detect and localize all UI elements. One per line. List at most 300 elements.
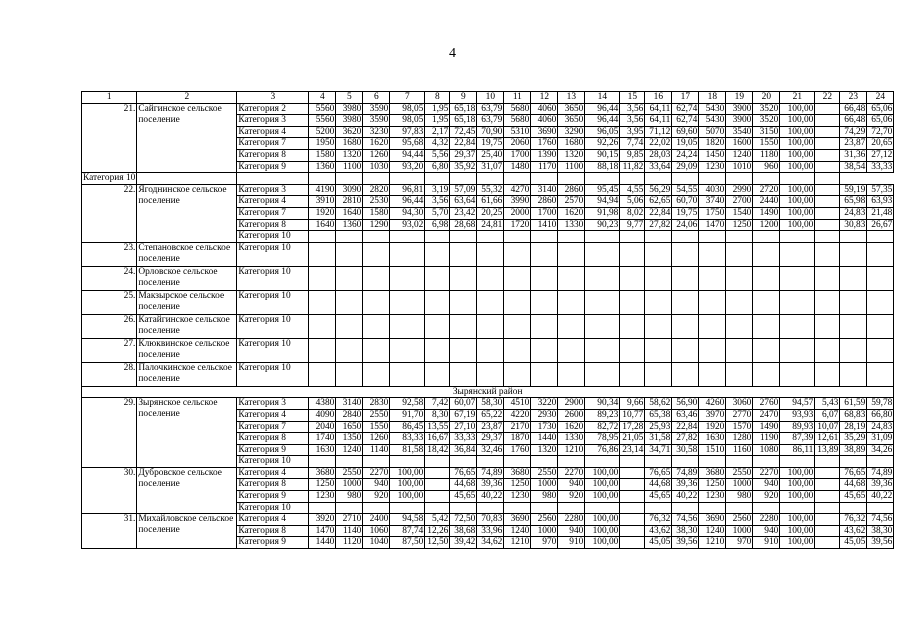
value-cell: 38,89 [840, 444, 867, 456]
settlement-name: Макзырское сельское поселение [137, 290, 237, 314]
value-cell: 1740 [309, 433, 336, 445]
value-cell [780, 231, 815, 243]
value-cell: 1390 [531, 149, 558, 161]
table-row [82, 173, 894, 185]
value-cell: 2280 [753, 514, 780, 526]
value-cell: 940 [753, 525, 780, 537]
value-cell: 96,44 [585, 115, 620, 127]
value-cell [477, 173, 504, 185]
value-cell [815, 231, 840, 243]
value-cell: 97,83 [390, 126, 425, 138]
value-cell [336, 242, 363, 266]
value-cell [815, 196, 840, 208]
table-row [82, 467, 894, 479]
value-cell: 5,06 [620, 196, 645, 208]
value-cell [815, 138, 840, 150]
table-row [82, 338, 894, 362]
value-cell [585, 314, 620, 338]
value-cell: 96,05 [585, 126, 620, 138]
value-cell [620, 242, 645, 266]
value-cell: 87,74 [390, 525, 425, 537]
value-cell [390, 231, 425, 243]
value-cell: 1580 [309, 149, 336, 161]
header-cell: 18 [699, 92, 726, 104]
value-cell: 45,65 [645, 491, 672, 503]
value-cell [726, 314, 753, 338]
value-cell: 3140 [531, 184, 558, 196]
value-cell: 34,26 [867, 444, 894, 456]
value-cell: 3140 [336, 398, 363, 410]
value-cell [726, 456, 753, 468]
value-cell: 1650 [336, 421, 363, 433]
value-cell: 92,26 [585, 138, 620, 150]
value-cell [672, 456, 699, 468]
value-cell: 98,05 [390, 103, 425, 115]
header-cell: 2 [137, 92, 237, 104]
category-cell: Категория 10 [237, 314, 309, 338]
value-cell: 35,92 [450, 161, 477, 173]
value-cell [780, 456, 815, 468]
value-cell [840, 242, 867, 266]
value-cell: 1320 [558, 149, 585, 161]
value-cell: 61,59 [840, 398, 867, 410]
value-cell [840, 266, 867, 290]
value-cell [504, 231, 531, 243]
value-cell [726, 173, 753, 185]
value-cell: 4,55 [620, 184, 645, 196]
value-cell: 22,84 [450, 138, 477, 150]
value-cell: 24,83 [840, 207, 867, 219]
value-cell [699, 231, 726, 243]
table-row [82, 103, 894, 115]
value-cell [558, 242, 585, 266]
value-cell [672, 362, 699, 386]
value-cell [645, 266, 672, 290]
value-cell: 33,64 [645, 161, 672, 173]
value-cell [477, 456, 504, 468]
value-cell [815, 514, 840, 526]
value-cell [672, 173, 699, 185]
value-cell: 90,15 [585, 149, 620, 161]
value-cell: 58,30 [477, 398, 504, 410]
category-cell: Категория 10 [237, 266, 309, 290]
value-cell [672, 314, 699, 338]
value-cell: 2550 [531, 467, 558, 479]
category-cell: Категория 9 [237, 491, 309, 503]
value-cell: 34,71 [645, 444, 672, 456]
header-cell: 17 [672, 92, 699, 104]
value-cell [363, 231, 390, 243]
value-cell: 1700 [531, 207, 558, 219]
value-cell: 100,00 [390, 467, 425, 479]
table-row [82, 184, 894, 196]
value-cell [425, 456, 450, 468]
value-cell: 1100 [336, 161, 363, 173]
value-cell: 100,00 [780, 207, 815, 219]
value-cell: 3690 [531, 126, 558, 138]
value-cell: 1000 [336, 479, 363, 491]
value-cell [558, 173, 585, 185]
value-cell: 100,00 [585, 491, 620, 503]
value-cell: 100,00 [780, 184, 815, 196]
value-cell: 2760 [753, 398, 780, 410]
value-cell: 100,00 [780, 479, 815, 491]
value-cell [477, 502, 504, 514]
value-cell: 66,80 [867, 409, 894, 421]
value-cell: 3220 [531, 398, 558, 410]
value-cell: 65,06 [867, 115, 894, 127]
value-cell [309, 266, 336, 290]
header-cell: 3 [237, 92, 309, 104]
value-cell: 30,83 [840, 219, 867, 231]
value-cell: 5,42 [425, 514, 450, 526]
value-cell [363, 502, 390, 514]
value-cell [585, 456, 620, 468]
value-cell: 3060 [726, 398, 753, 410]
value-cell [867, 502, 894, 514]
value-cell: 1000 [726, 525, 753, 537]
value-cell: 65,18 [450, 103, 477, 115]
value-cell: 1950 [309, 138, 336, 150]
value-cell [753, 242, 780, 266]
value-cell [425, 290, 450, 314]
value-cell: 6,07 [815, 409, 840, 421]
table-row [82, 398, 894, 410]
value-cell: 72,50 [450, 514, 477, 526]
value-cell [780, 290, 815, 314]
value-cell [753, 314, 780, 338]
value-cell: 44,68 [840, 479, 867, 491]
value-cell [309, 173, 336, 185]
value-cell [620, 290, 645, 314]
category-cell: Категория 10 [83, 173, 136, 184]
value-cell: 8,30 [425, 409, 450, 421]
value-cell: 100,00 [780, 138, 815, 150]
value-cell: 1480 [504, 161, 531, 173]
value-cell [753, 290, 780, 314]
value-cell: 1540 [726, 207, 753, 219]
value-cell: 100,00 [780, 219, 815, 231]
value-cell [558, 314, 585, 338]
value-cell: 59,78 [867, 398, 894, 410]
value-cell [620, 537, 645, 549]
category-cell: Категория 4 [237, 196, 309, 208]
value-cell: 29,09 [672, 161, 699, 173]
value-cell: 910 [753, 537, 780, 549]
value-cell: 3,56 [425, 196, 450, 208]
value-cell: 3900 [726, 115, 753, 127]
value-cell: 1820 [699, 138, 726, 150]
value-cell: 2860 [531, 196, 558, 208]
value-cell [780, 502, 815, 514]
value-cell: 2570 [558, 196, 585, 208]
value-cell [645, 314, 672, 338]
value-cell [780, 314, 815, 338]
value-cell [753, 231, 780, 243]
value-cell [840, 502, 867, 514]
value-cell: 100,00 [585, 525, 620, 537]
value-cell: 1210 [558, 444, 585, 456]
value-cell: 74,56 [672, 514, 699, 526]
value-cell [390, 242, 425, 266]
value-cell: 3,56 [620, 115, 645, 127]
value-cell [336, 266, 363, 290]
value-cell: 28,03 [645, 149, 672, 161]
value-cell: 33,33 [450, 433, 477, 445]
category-cell: Категория 7 [237, 207, 309, 219]
value-cell: 76,32 [840, 514, 867, 526]
value-cell [425, 502, 450, 514]
value-cell: 40,22 [477, 491, 504, 503]
value-cell: 76,65 [645, 467, 672, 479]
value-cell [620, 173, 645, 185]
value-cell: 3520 [753, 103, 780, 115]
value-cell: 21,48 [867, 207, 894, 219]
value-cell: 74,56 [867, 514, 894, 526]
value-cell: 1210 [699, 537, 726, 549]
settlement-name: Сайгинское сельское поселение [137, 103, 237, 173]
value-cell [699, 456, 726, 468]
value-cell: 1,95 [425, 115, 450, 127]
value-cell [815, 149, 840, 161]
value-cell: 3590 [363, 103, 390, 115]
value-cell [309, 242, 336, 266]
value-cell: 1350 [336, 433, 363, 445]
value-cell: 2400 [363, 514, 390, 526]
value-cell [815, 362, 840, 386]
value-cell: 33,96 [477, 525, 504, 537]
value-cell: 70,90 [477, 126, 504, 138]
value-cell [309, 231, 336, 243]
value-cell [672, 502, 699, 514]
value-cell: 3540 [726, 126, 753, 138]
value-cell: 980 [726, 491, 753, 503]
value-cell: 1510 [699, 444, 726, 456]
value-cell: 3,95 [620, 126, 645, 138]
value-cell: 89,23 [585, 409, 620, 421]
value-cell [620, 456, 645, 468]
value-cell: 83,33 [390, 433, 425, 445]
value-cell [840, 314, 867, 338]
value-cell: 1200 [753, 219, 780, 231]
value-cell: 31,07 [477, 161, 504, 173]
value-cell: 17,28 [620, 421, 645, 433]
value-cell [425, 479, 450, 491]
value-cell [726, 231, 753, 243]
value-cell: 38,68 [450, 525, 477, 537]
value-cell: 3520 [753, 115, 780, 127]
value-cell: 3680 [309, 467, 336, 479]
value-cell [620, 514, 645, 526]
row-number: 25. [82, 290, 137, 314]
header-cell: 1 [82, 92, 137, 104]
value-cell: 1870 [504, 433, 531, 445]
value-cell: 76,65 [450, 467, 477, 479]
value-cell [504, 314, 531, 338]
value-cell: 1250 [726, 219, 753, 231]
value-cell [815, 525, 840, 537]
value-cell: 18,42 [425, 444, 450, 456]
value-cell [477, 242, 504, 266]
value-cell: 2860 [558, 184, 585, 196]
value-cell: 98,05 [390, 115, 425, 127]
value-cell: 20,25 [477, 207, 504, 219]
header-cell: 14 [585, 92, 620, 104]
value-cell: 2770 [726, 409, 753, 421]
value-cell: 35,29 [840, 433, 867, 445]
value-cell: 100,00 [780, 149, 815, 161]
value-cell: 13,89 [815, 444, 840, 456]
value-cell: 100,00 [585, 537, 620, 549]
value-cell: 59,19 [840, 184, 867, 196]
value-cell: 1620 [363, 138, 390, 150]
value-cell: 65,38 [645, 409, 672, 421]
value-cell [585, 266, 620, 290]
value-cell: 3740 [699, 196, 726, 208]
value-cell: 38,54 [840, 161, 867, 173]
value-cell: 6,80 [425, 161, 450, 173]
value-cell: 43,62 [645, 525, 672, 537]
header-cell: 23 [840, 92, 867, 104]
value-cell: 60,07 [450, 398, 477, 410]
value-cell [815, 338, 840, 362]
value-cell: 2560 [531, 514, 558, 526]
value-cell: 100,00 [585, 467, 620, 479]
value-cell: 1580 [363, 207, 390, 219]
value-cell [840, 338, 867, 362]
value-cell: 1750 [699, 207, 726, 219]
value-cell: 61,66 [477, 196, 504, 208]
value-cell: 2560 [726, 514, 753, 526]
value-cell: 63,79 [477, 115, 504, 127]
value-cell: 63,64 [450, 196, 477, 208]
value-cell: 3090 [336, 184, 363, 196]
value-cell: 39,56 [867, 537, 894, 549]
value-cell: 94,94 [585, 196, 620, 208]
value-cell: 28,19 [840, 421, 867, 433]
value-cell: 2930 [531, 409, 558, 421]
row-number: 23. [82, 242, 137, 266]
value-cell: 10,77 [620, 409, 645, 421]
value-cell [363, 456, 390, 468]
value-cell: 76,32 [645, 514, 672, 526]
value-cell [753, 456, 780, 468]
value-cell [645, 242, 672, 266]
value-cell: 3,19 [425, 184, 450, 196]
value-cell [390, 362, 425, 386]
value-cell: 5560 [309, 103, 336, 115]
value-cell: 38,30 [867, 525, 894, 537]
value-cell: 2700 [726, 196, 753, 208]
value-cell: 100,00 [780, 467, 815, 479]
value-cell: 100,00 [780, 126, 815, 138]
data-table [81, 91, 894, 549]
value-cell: 2710 [336, 514, 363, 526]
value-cell: 3690 [504, 514, 531, 526]
value-cell [477, 314, 504, 338]
value-cell [815, 467, 840, 479]
value-cell: 24,81 [477, 219, 504, 231]
value-cell [620, 266, 645, 290]
value-cell [558, 362, 585, 386]
value-cell: 60,70 [672, 196, 699, 208]
row-number: 22. [82, 184, 137, 242]
header-cell: 20 [753, 92, 780, 104]
settlement-name: Палочкинское сельское поселение [137, 362, 237, 386]
value-cell: 3690 [699, 514, 726, 526]
value-cell [450, 231, 477, 243]
value-cell [780, 242, 815, 266]
value-cell [390, 173, 425, 185]
value-cell [531, 266, 558, 290]
value-cell: 38,30 [672, 525, 699, 537]
value-cell [620, 467, 645, 479]
value-cell: 2270 [558, 467, 585, 479]
value-cell: 1550 [363, 421, 390, 433]
value-cell: 940 [753, 479, 780, 491]
value-cell [425, 362, 450, 386]
value-cell: 45,05 [840, 537, 867, 549]
value-cell [867, 231, 894, 243]
value-cell: 45,65 [840, 491, 867, 503]
value-cell [672, 231, 699, 243]
value-cell: 1290 [363, 219, 390, 231]
value-cell: 94,44 [390, 149, 425, 161]
header-cell: 21 [780, 92, 815, 104]
value-cell: 2830 [363, 398, 390, 410]
value-cell: 100,00 [390, 491, 425, 503]
value-cell: 71,12 [645, 126, 672, 138]
value-cell: 19,05 [672, 138, 699, 150]
value-cell [620, 338, 645, 362]
value-cell: 24,06 [672, 219, 699, 231]
value-cell: 4270 [504, 184, 531, 196]
value-cell [699, 173, 726, 185]
value-cell: 4090 [309, 409, 336, 421]
value-cell: 56,29 [645, 184, 672, 196]
value-cell [699, 338, 726, 362]
value-cell [336, 362, 363, 386]
value-cell: 970 [726, 537, 753, 549]
value-cell: 3150 [753, 126, 780, 138]
value-cell [726, 242, 753, 266]
row-number: 27. [82, 338, 137, 362]
value-cell [309, 362, 336, 386]
value-cell [336, 502, 363, 514]
category-cell: Категория 10 [237, 290, 309, 314]
value-cell [815, 456, 840, 468]
value-cell: 3680 [504, 467, 531, 479]
value-cell: 1440 [531, 433, 558, 445]
header-cell: 13 [558, 92, 585, 104]
value-cell: 1450 [699, 149, 726, 161]
value-cell: 1570 [726, 421, 753, 433]
value-cell [815, 502, 840, 514]
value-cell: 23,87 [477, 421, 504, 433]
value-cell [237, 173, 309, 185]
value-cell: 1240 [336, 444, 363, 456]
value-cell [867, 338, 894, 362]
value-cell: 1360 [336, 219, 363, 231]
value-cell: 39,42 [450, 537, 477, 549]
value-cell [815, 103, 840, 115]
value-cell [531, 314, 558, 338]
value-cell: 1230 [504, 491, 531, 503]
value-cell: 5310 [504, 126, 531, 138]
value-cell: 27,10 [450, 421, 477, 433]
value-cell: 12,26 [425, 525, 450, 537]
value-cell: 1630 [699, 433, 726, 445]
